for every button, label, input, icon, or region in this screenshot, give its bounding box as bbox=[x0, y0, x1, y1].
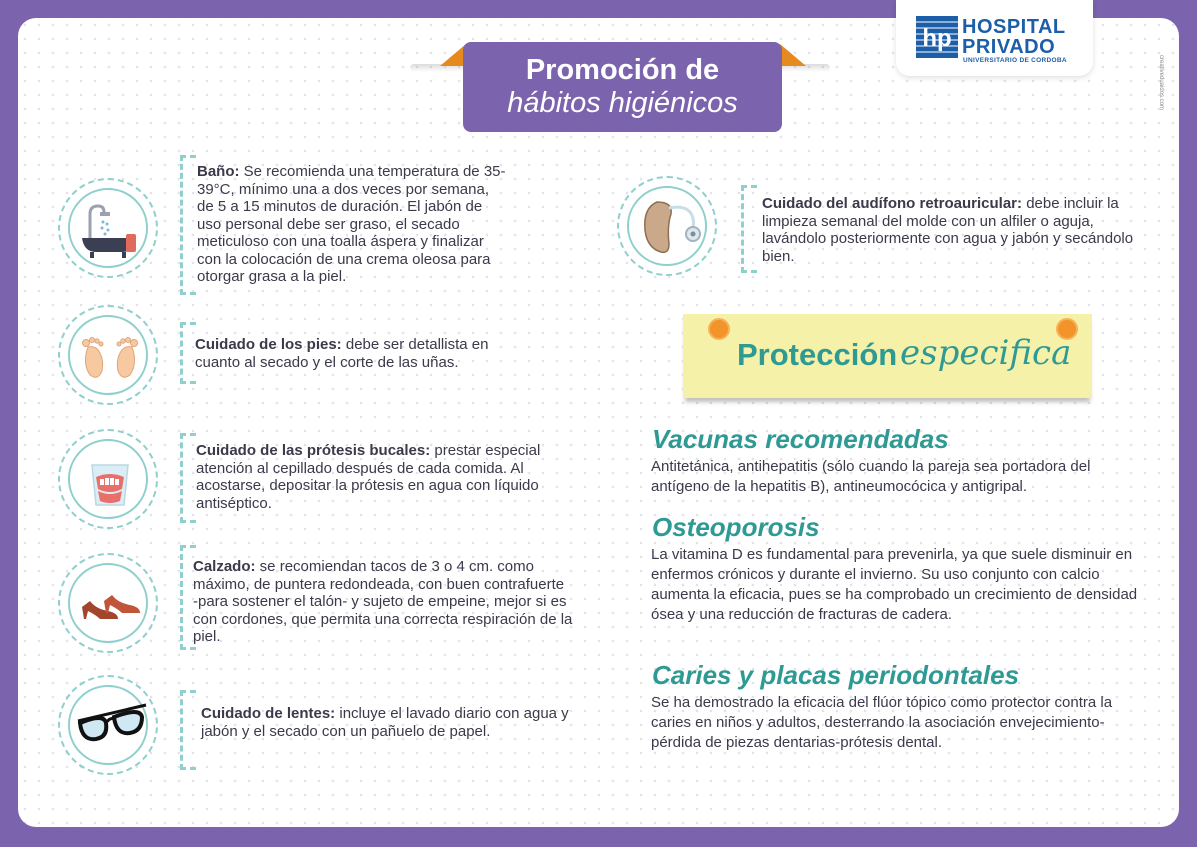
protection-title: Protección bbox=[737, 337, 898, 372]
glasses-bracket bbox=[180, 690, 183, 770]
bath-icon-circle bbox=[58, 178, 158, 278]
feet-icon bbox=[60, 307, 160, 407]
feet-body: debe ser detallista en cuanto al secado y el corte de las uñas. bbox=[195, 336, 489, 371]
glasses-icon-circle bbox=[58, 675, 158, 775]
glasses-title: Cuidado de lentes: bbox=[201, 705, 336, 722]
dentures-text bbox=[196, 442, 561, 512]
caries-body: Se ha demostrado la eficacia del flúor tópico como protector contra la caries en niños y adultos, desterrando la asociación envejecimiento-pérdida de piezas dentarias-prótesis dental. bbox=[651, 694, 1113, 751]
pin-left-icon bbox=[708, 318, 730, 340]
hearing-aid-icon bbox=[619, 178, 719, 278]
osteoporosis-heading: Osteoporosis bbox=[652, 512, 820, 542]
shoes-body: se recomiendan tacos de 3 o 4 cm. como máximo, de puntera redondeada, con buen contrafuerte -para sostener el talón- y sujeto de empeine, mejor si es con cordones, que permita una correcta respiración de la piel. bbox=[193, 558, 573, 645]
dentures-body: prestar especial atención al cepillado después de cada comida. Al acostarse, depositar la prótesis en agua con líquido antiséptico. bbox=[196, 442, 541, 512]
logo-subtitle: UNIVERSITARIO DE CORDOBA bbox=[963, 57, 1067, 64]
hospital-logo-icon bbox=[916, 16, 958, 58]
caries-heading: Caries y placas periodontales bbox=[652, 660, 1020, 690]
dentures-icon bbox=[60, 431, 160, 531]
shoes-title: Calzado: bbox=[193, 558, 256, 575]
glasses-icon bbox=[60, 677, 160, 777]
hearing-bracket bbox=[741, 185, 744, 273]
logo-line1: HOSPITAL bbox=[962, 16, 1066, 38]
shoes-icon-circle bbox=[58, 553, 158, 653]
vacunas-heading: Vacunas recomendadas bbox=[652, 424, 949, 454]
dentures-icon-circle bbox=[58, 429, 158, 529]
bath-title: Baño: bbox=[197, 163, 240, 180]
hearing-icon-circle bbox=[617, 176, 717, 276]
bath-bracket bbox=[180, 155, 183, 295]
shoes-bracket bbox=[180, 545, 183, 650]
feet-icon-circle bbox=[58, 305, 158, 405]
title-banner bbox=[463, 42, 782, 132]
banner-wing-right bbox=[780, 44, 806, 66]
vacunas-body: Antitetánica, antihepatitis (sólo cuando la pareja sea portadora del antígeno de la hepatitis B), antineumocócica y antigripal. bbox=[651, 458, 1091, 495]
dentures-title: Cuidado de las prótesis bucales: bbox=[196, 442, 431, 459]
dentures-bracket bbox=[180, 433, 183, 523]
credit-text: creativeduaidos.com bbox=[1158, 55, 1164, 111]
bathtub-icon bbox=[60, 180, 160, 280]
logo-line2: PRIVADO bbox=[962, 36, 1056, 58]
logo-mark-text: hp bbox=[922, 25, 952, 52]
glasses-text bbox=[201, 705, 581, 740]
feet-bracket bbox=[180, 322, 183, 384]
title-line2: hábitos higiénicos bbox=[507, 87, 738, 119]
hearing-text bbox=[762, 195, 1142, 265]
glasses-body: incluye el lavado diario con agua y jabón y el secado con un pañuelo de papel. bbox=[201, 705, 569, 740]
hearing-title: Cuidado del audífono retroauricular: bbox=[762, 195, 1023, 212]
bath-text bbox=[197, 163, 507, 286]
title-line1: Promoción de bbox=[525, 54, 720, 86]
shoes-text bbox=[193, 558, 573, 646]
bath-body: Se recomienda una temperatura de 35-39°C, mínimo una a dos veces por semana, de 5 a 15 minutos de duración. El jabón de uso personal debe ser graso, el secado meticuloso con una toalla áspera y finalizar con la colocación de una crema oleosa para otorgar grasa a la piel. bbox=[197, 163, 506, 285]
shoes-icon bbox=[60, 555, 160, 655]
feet-text bbox=[195, 336, 505, 371]
osteoporosis-body: La vitamina D es fundamental para prevenirla, ya que suele disminuir en enfermos crónicos y durante el invierno. Su uso conjunto con calcio aumenta la eficacia, pues se ha comprobado un crecimiento de densidad ósea y una reducción de fracturas de cadera. bbox=[651, 546, 1138, 623]
hearing-body: debe incluir la limpieza semanal del molde con un alfiler o aguja, lavándolo posteriormente con agua y jabón y secándolo bien. bbox=[762, 195, 1134, 265]
feet-title: Cuidado de los pies: bbox=[195, 336, 342, 353]
protection-title-script: especifica bbox=[900, 333, 1072, 373]
